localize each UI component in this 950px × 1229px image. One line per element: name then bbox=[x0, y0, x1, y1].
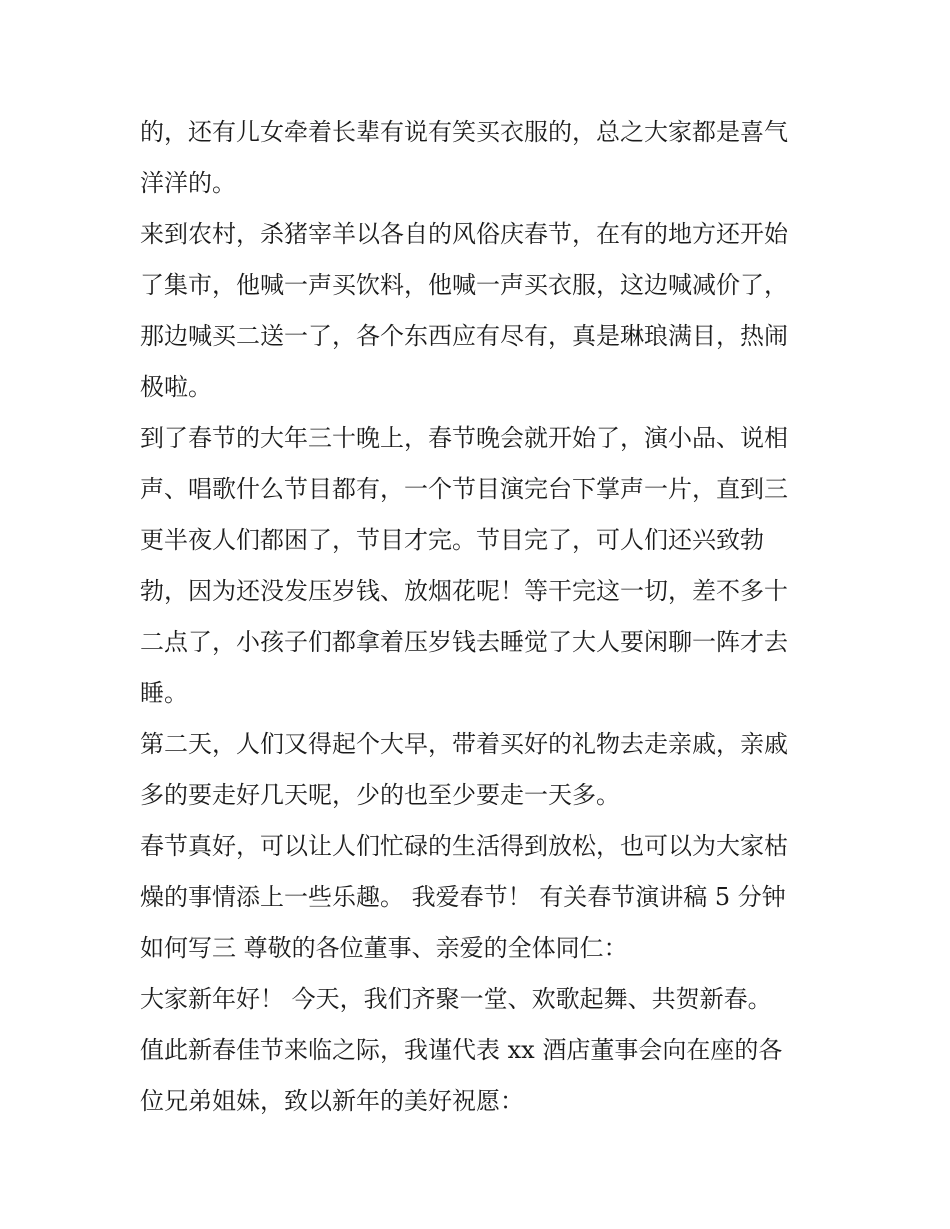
text-line: 那边喊买二送一了，各个东西应有尽有，真是琳琅满目，热闹 bbox=[140, 322, 788, 350]
text-line: 声、唱歌什么节目都有，一个节目演完台下掌声一片，直到三 bbox=[140, 475, 788, 503]
text-line: 值此新春佳节来临之际，我谨代表 xx 酒店董事会向在座的各 bbox=[140, 1036, 783, 1064]
text-line: 的，还有儿女牵着长辈有说有笑买衣服的，总之大家都是喜气 bbox=[140, 118, 788, 146]
text-line: 更半夜人们都困了，节目才完。节目完了，可人们还兴致勃 bbox=[140, 526, 764, 554]
text-line: 洋洋的。 bbox=[140, 169, 236, 197]
text-line: 大家新年好！ 今天，我们齐聚一堂、欢歌起舞、共贺新春。 bbox=[140, 985, 772, 1013]
text-line: 春节真好，可以让人们忙碌的生活得到放松，也可以为大家枯 bbox=[140, 832, 788, 860]
text-line: 如何写三 尊敬的各位董事、亲爱的全体同仁： bbox=[140, 934, 628, 962]
text-line: 位兄弟姐妹，致以新年的美好祝愿： bbox=[140, 1087, 524, 1115]
text-line: 到了春节的大年三十晚上，春节晚会就开始了，演小品、说相 bbox=[140, 424, 788, 452]
text-line: 勃，因为还没发压岁钱、放烟花呢！等干完这一切，差不多十 bbox=[140, 577, 788, 605]
text-line: 二点了，小孩子们都拿着压岁钱去睡觉了大人要闲聊一阵才去 bbox=[140, 628, 788, 656]
text-line: 多的要走好几天呢，少的也至少要走一天多。 bbox=[140, 781, 620, 809]
text-line: 燥的事情添上一些乐趣。 我爱春节！ 有关春节演讲稿 5 分钟 bbox=[140, 883, 786, 911]
document-body bbox=[140, 107, 820, 1127]
text-line: 第二天，人们又得起个大早，带着买好的礼物去走亲戚，亲戚 bbox=[140, 730, 788, 758]
text-line: 极啦。 bbox=[140, 373, 212, 401]
text-line: 来到农村，杀猪宰羊以各自的风俗庆春节，在有的地方还开始 bbox=[140, 220, 788, 248]
text-line: 睡。 bbox=[140, 679, 188, 707]
text-line: 了集市，他喊一声买饮料，他喊一声买衣服，这边喊减价了， bbox=[140, 271, 788, 299]
